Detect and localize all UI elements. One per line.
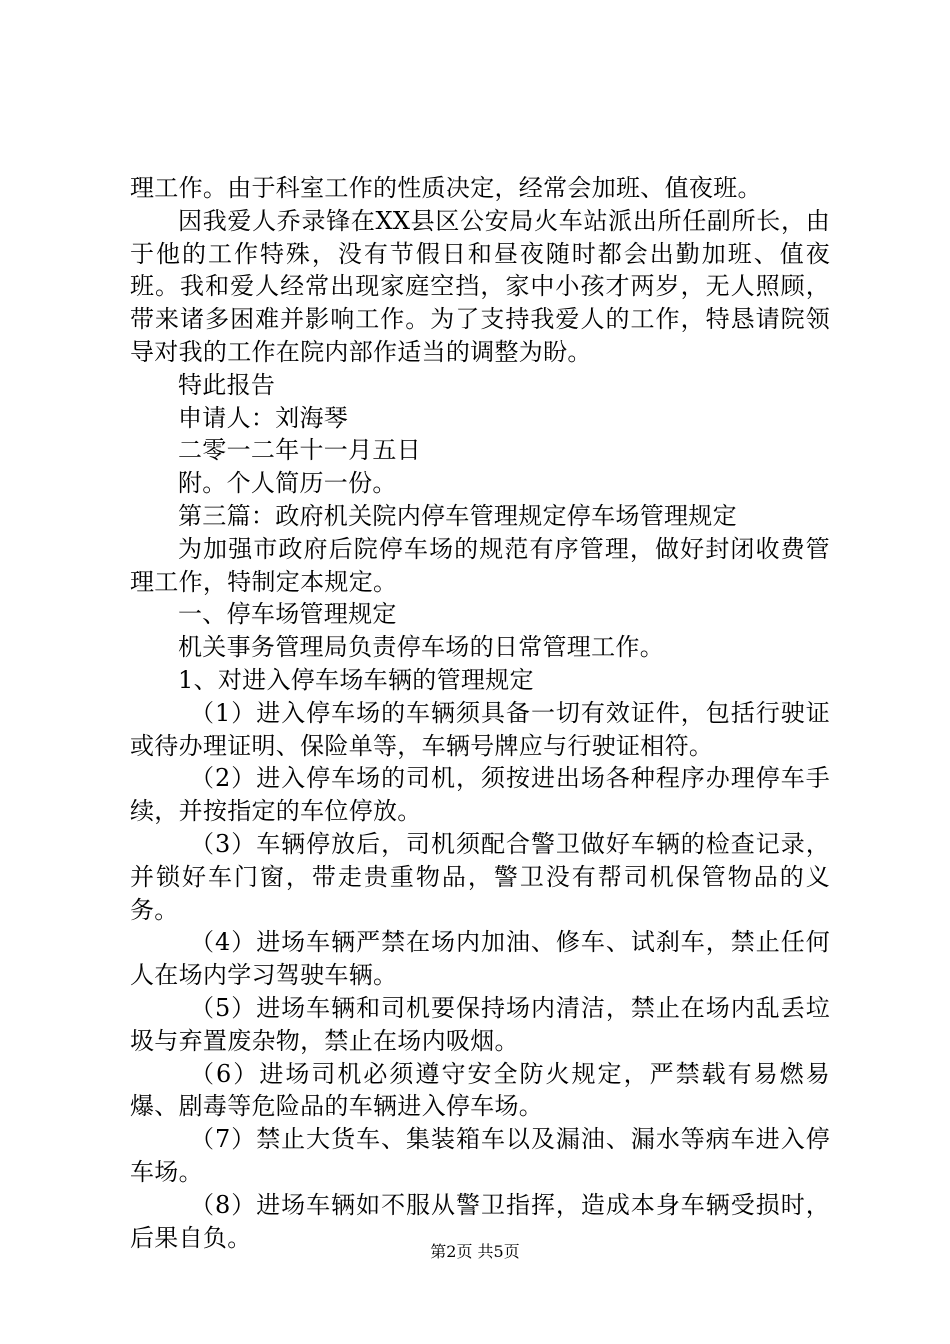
- heading-subsection-1: 1、对进入停车场车辆的管理规定: [178, 665, 534, 694]
- rule-item-1: （1）进入停车场的车辆须具备一切有效证件，包括行驶证或待办理证明、保险单等，车辆号牌应与行驶证相符。: [130, 698, 830, 760]
- paragraph-responsibility: 机关事务管理局负责停车场的日常管理工作。: [178, 633, 664, 662]
- rule-item-7: （7）禁止大货车、集装箱车以及漏油、漏水等病车进入停车场。: [130, 1125, 830, 1186]
- paragraph-intro: 为加强市政府后院停车场的规范有序管理，做好封闭收费管理工作，特制定本规定。: [130, 534, 830, 596]
- section-title: 第三篇：政府机关院内停车管理规定停车场管理规定: [178, 501, 737, 530]
- paragraph-reason: 因我爱人乔录锋在XX县区公安局火车站派出所任副所长，由于他的工作特殊，没有节假日和昼夜随时都会出勤加班、值夜班。我和爱人经常出现家庭空挡，家中小孩才两岁，无人照顾，带来诸多困难并影响工作。为了支持我爱人的工作，特恳请院领导对我的工作在院内部作适当的调整为盼。: [130, 206, 830, 366]
- document-body: [130, 172, 830, 1254]
- rule-item-3: （3）车辆停放后，司机须配合警卫做好车辆的检查记录，并锁好车门窗，带走贵重物品，警卫没有帮司机保管物品的义务。: [130, 829, 830, 924]
- rule-item-6: （6）进场司机必须遵守安全防火规定，严禁载有易燃易爆、剧毒等危险品的车辆进入停车场。: [130, 1059, 830, 1121]
- paragraph-date: 二零一二年十一月五日: [178, 436, 421, 465]
- paragraph-applicant: 申请人：刘海琴: [178, 403, 349, 432]
- rule-item-2: （2）进入停车场的司机，须按进出场各种程序办理停车手续，并按指定的车位停放。: [130, 764, 830, 826]
- rule-item-4: （4）进场车辆严禁在场内加油、修车、试刹车，禁止任何人在场内学习驾驶车辆。: [130, 928, 830, 990]
- paragraph-continuation: 理工作。由于科室工作的性质决定，经常会加班、值夜班。: [130, 174, 762, 202]
- rule-item-8: （8）进场车辆如不服从警卫指挥，造成本身车辆受损时，后果自负。: [130, 1190, 830, 1252]
- page-footer: 第2页 共5页: [430, 1242, 520, 1261]
- rule-item-5: （5）进场车辆和司机要保持场内清洁，禁止在场内乱丢垃圾与弃置废杂物，禁止在场内吸烟。: [130, 993, 830, 1055]
- heading-section-1: 一、停车场管理规定: [178, 600, 397, 629]
- paragraph-closing: 特此报告: [178, 370, 276, 399]
- paragraph-attachment: 附。个人简历一份。: [178, 469, 397, 498]
